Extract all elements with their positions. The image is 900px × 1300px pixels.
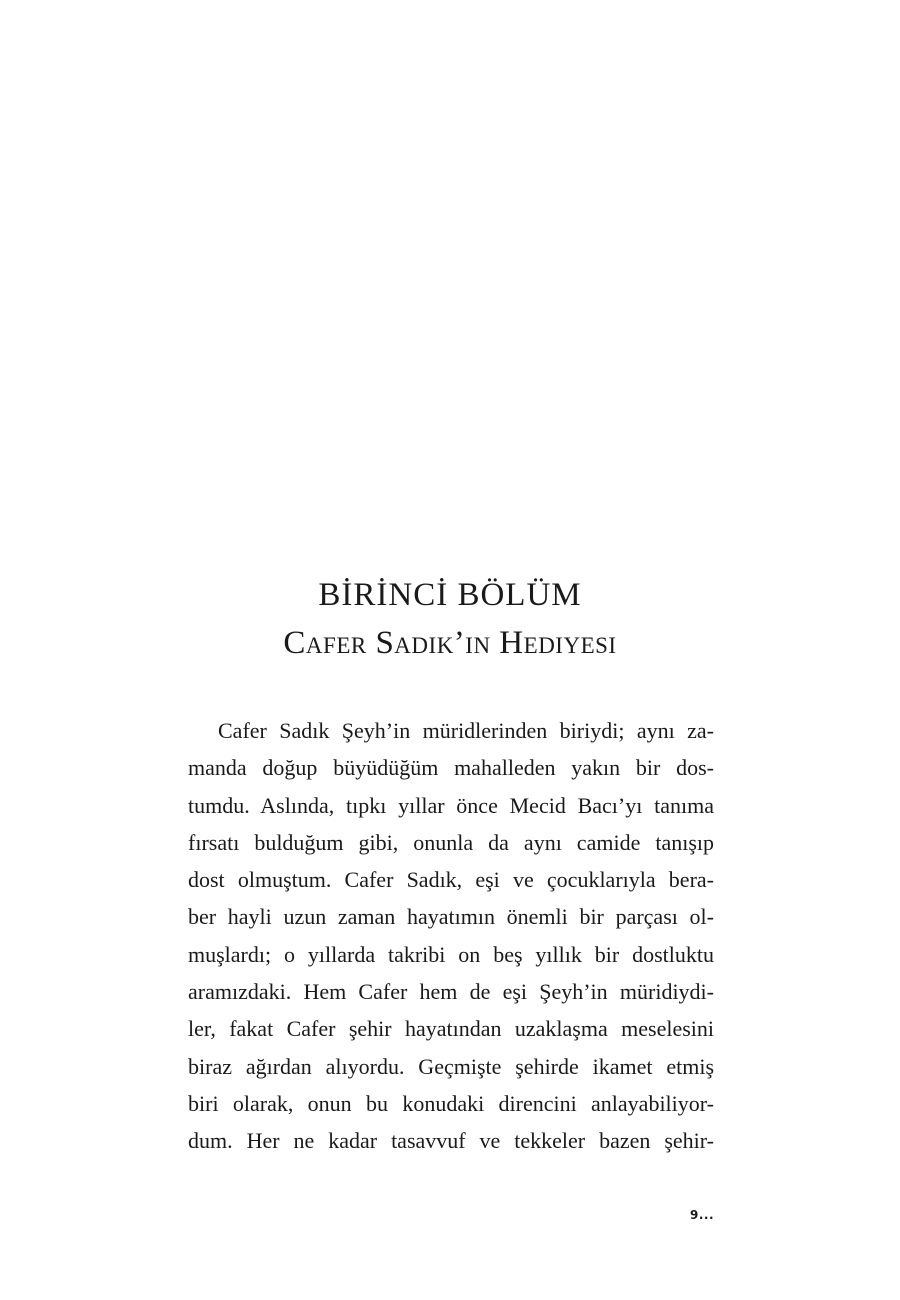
text-line: biri olarak, onun bu konudaki direncini anlayabiliyor- xyxy=(188,1090,714,1116)
text-line: biraz ağırdan alıyordu. Geçmişte şehirde ikamet etmiş xyxy=(188,1053,714,1079)
text-line: muşlardı; o yıllarda takribi on beş yıllık bir dostluktu xyxy=(188,941,714,967)
text-line: tumdu. Aslında, tıpkı yıllar önce Mecid Bacı’yı tanıma xyxy=(188,792,714,818)
chapter-heading xyxy=(0,572,900,668)
page-number: 9... xyxy=(690,1208,715,1222)
text-line: ler, fakat Cafer şehir hayatından uzaklaşma meselesini xyxy=(188,1016,714,1042)
chapter-number: BİRİNCİ BÖLÜM xyxy=(318,577,582,613)
text-line: ber hayli uzun zaman hayatımın önemli bir parçası ol- xyxy=(188,904,714,930)
body-paragraph xyxy=(188,712,714,1160)
text-line: dum. Her ne kadar tasavvuf ve tekkeler bazen şehir- xyxy=(188,1128,714,1154)
text-line: fırsatı bulduğum gibi, onunla da aynı camide tanışıp xyxy=(188,829,714,855)
text-line: aramızdaki. Hem Cafer hem de eşi Şeyh’in müridiydi- xyxy=(188,979,714,1005)
text-line: Cafer Sadık Şeyh’in müridlerinden biriydi; aynı za- xyxy=(218,718,714,743)
text-line: dost olmuştum. Cafer Sadık, eşi ve çocuklarıyla bera- xyxy=(188,867,714,893)
text-line: manda doğup büyüdüğüm mahalleden yakın bir dos- xyxy=(188,755,714,781)
chapter-title: Cafer Sadık’ın Hediyesi xyxy=(283,625,617,661)
